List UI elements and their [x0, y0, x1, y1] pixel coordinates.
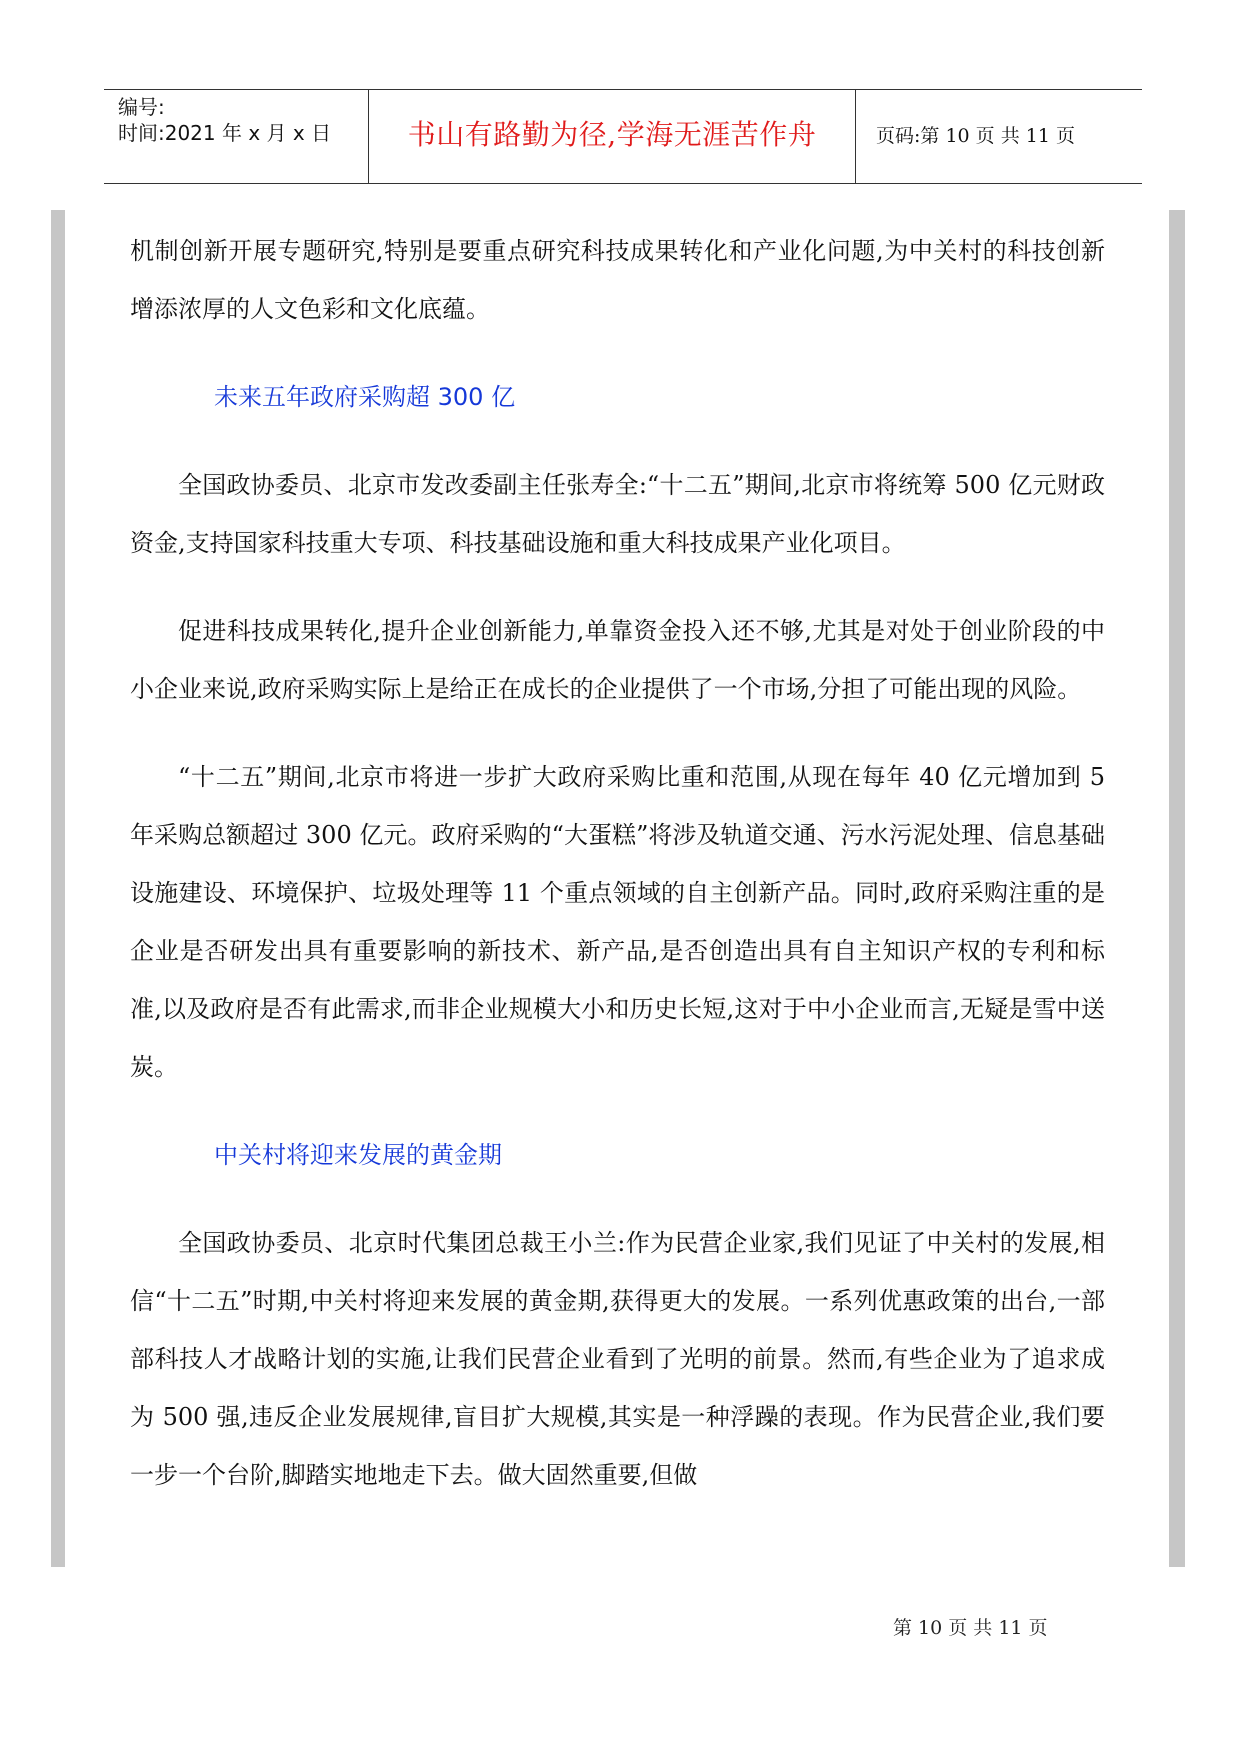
header-page-info: 页码:第 10 页 共 11 页: [876, 125, 1075, 147]
left-margin-bar: [51, 210, 65, 1567]
paragraph-5: 全国政协委员、北京时代集团总裁王小兰:作为民营企业家,我们见证了中关村的发展,相信“十二五”时期,中关村将迎来发展的黄金期,获得更大的发展。一系列优惠政策的出台,一部部科技人才战略计划的实施,让我们民营企业看到了光明的前景。然而,有些企业为了追求成为 500 强,违反企业发展规律,盲目扩大规模,其实是一种浮躁的表现。作为民营企业,我们要一步一个台阶,脚踏实地地走下去。做大固然重要,但做: [130, 1229, 1105, 1489]
paragraph-2: 全国政协委员、北京市发改委副主任张寿全:“十二五”期间,北京市将统筹 500 亿元财政资金,支持国家科技重大专项、科技基础设施和重大科技成果产业化项目。: [130, 471, 1105, 557]
paragraph-1: 机制创新开展专题研究,特别是要重点研究科技成果转化和产业化问题,为中关村的科技创新增添浓厚的人文色彩和文化底蕴。: [130, 237, 1105, 323]
document-time-label: 时间:2021 年 x 月 x 日: [118, 121, 332, 145]
paragraph-3: 促进科技成果转化,提升企业创新能力,单靠资金投入还不够,尤其是对处于创业阶段的中小企业来说,政府采购实际上是给正在成长的企业提供了一个市场,分担了可能出现的风险。: [130, 617, 1105, 703]
right-scrollbar[interactable]: [1169, 210, 1185, 1567]
header-page-cell: [856, 90, 1142, 183]
document-number-label: 编号:: [118, 95, 165, 119]
footer-page-number: 第 10 页 共 11 页: [893, 1617, 1048, 1639]
header-table: [104, 89, 1142, 184]
header-motto: 书山有路勤为径,学海无涯苦作舟: [407, 118, 817, 151]
header-motto-cell: [368, 90, 856, 183]
section-heading-procurement: 未来五年政府采购超 300 亿: [214, 383, 516, 411]
paragraph-4: “十二五”期间,北京市将进一步扩大政府采购比重和范围,从现在每年 40 亿元增加到 5 年采购总额超过 300 亿元。政府采购的“大蛋糕”将涉及轨道交通、污水污泥处理、信息基础设施建设、环境保护、垃圾处理等 11 个重点领域的自主创新产品。同时,政府采购注重的是企业是否研发出具有重要影响的新技术、新产品,是否创造出具有自主知识产权的专利和标准,以及政府是否有此需求,而非企业规模大小和历史长短,这对于中小企业而言,无疑是雪中送炭。: [130, 763, 1105, 1081]
document-body: [130, 222, 1105, 1504]
header-meta-cell: [104, 90, 368, 183]
section-heading-golden-period: 中关村将迎来发展的黄金期: [214, 1141, 502, 1169]
